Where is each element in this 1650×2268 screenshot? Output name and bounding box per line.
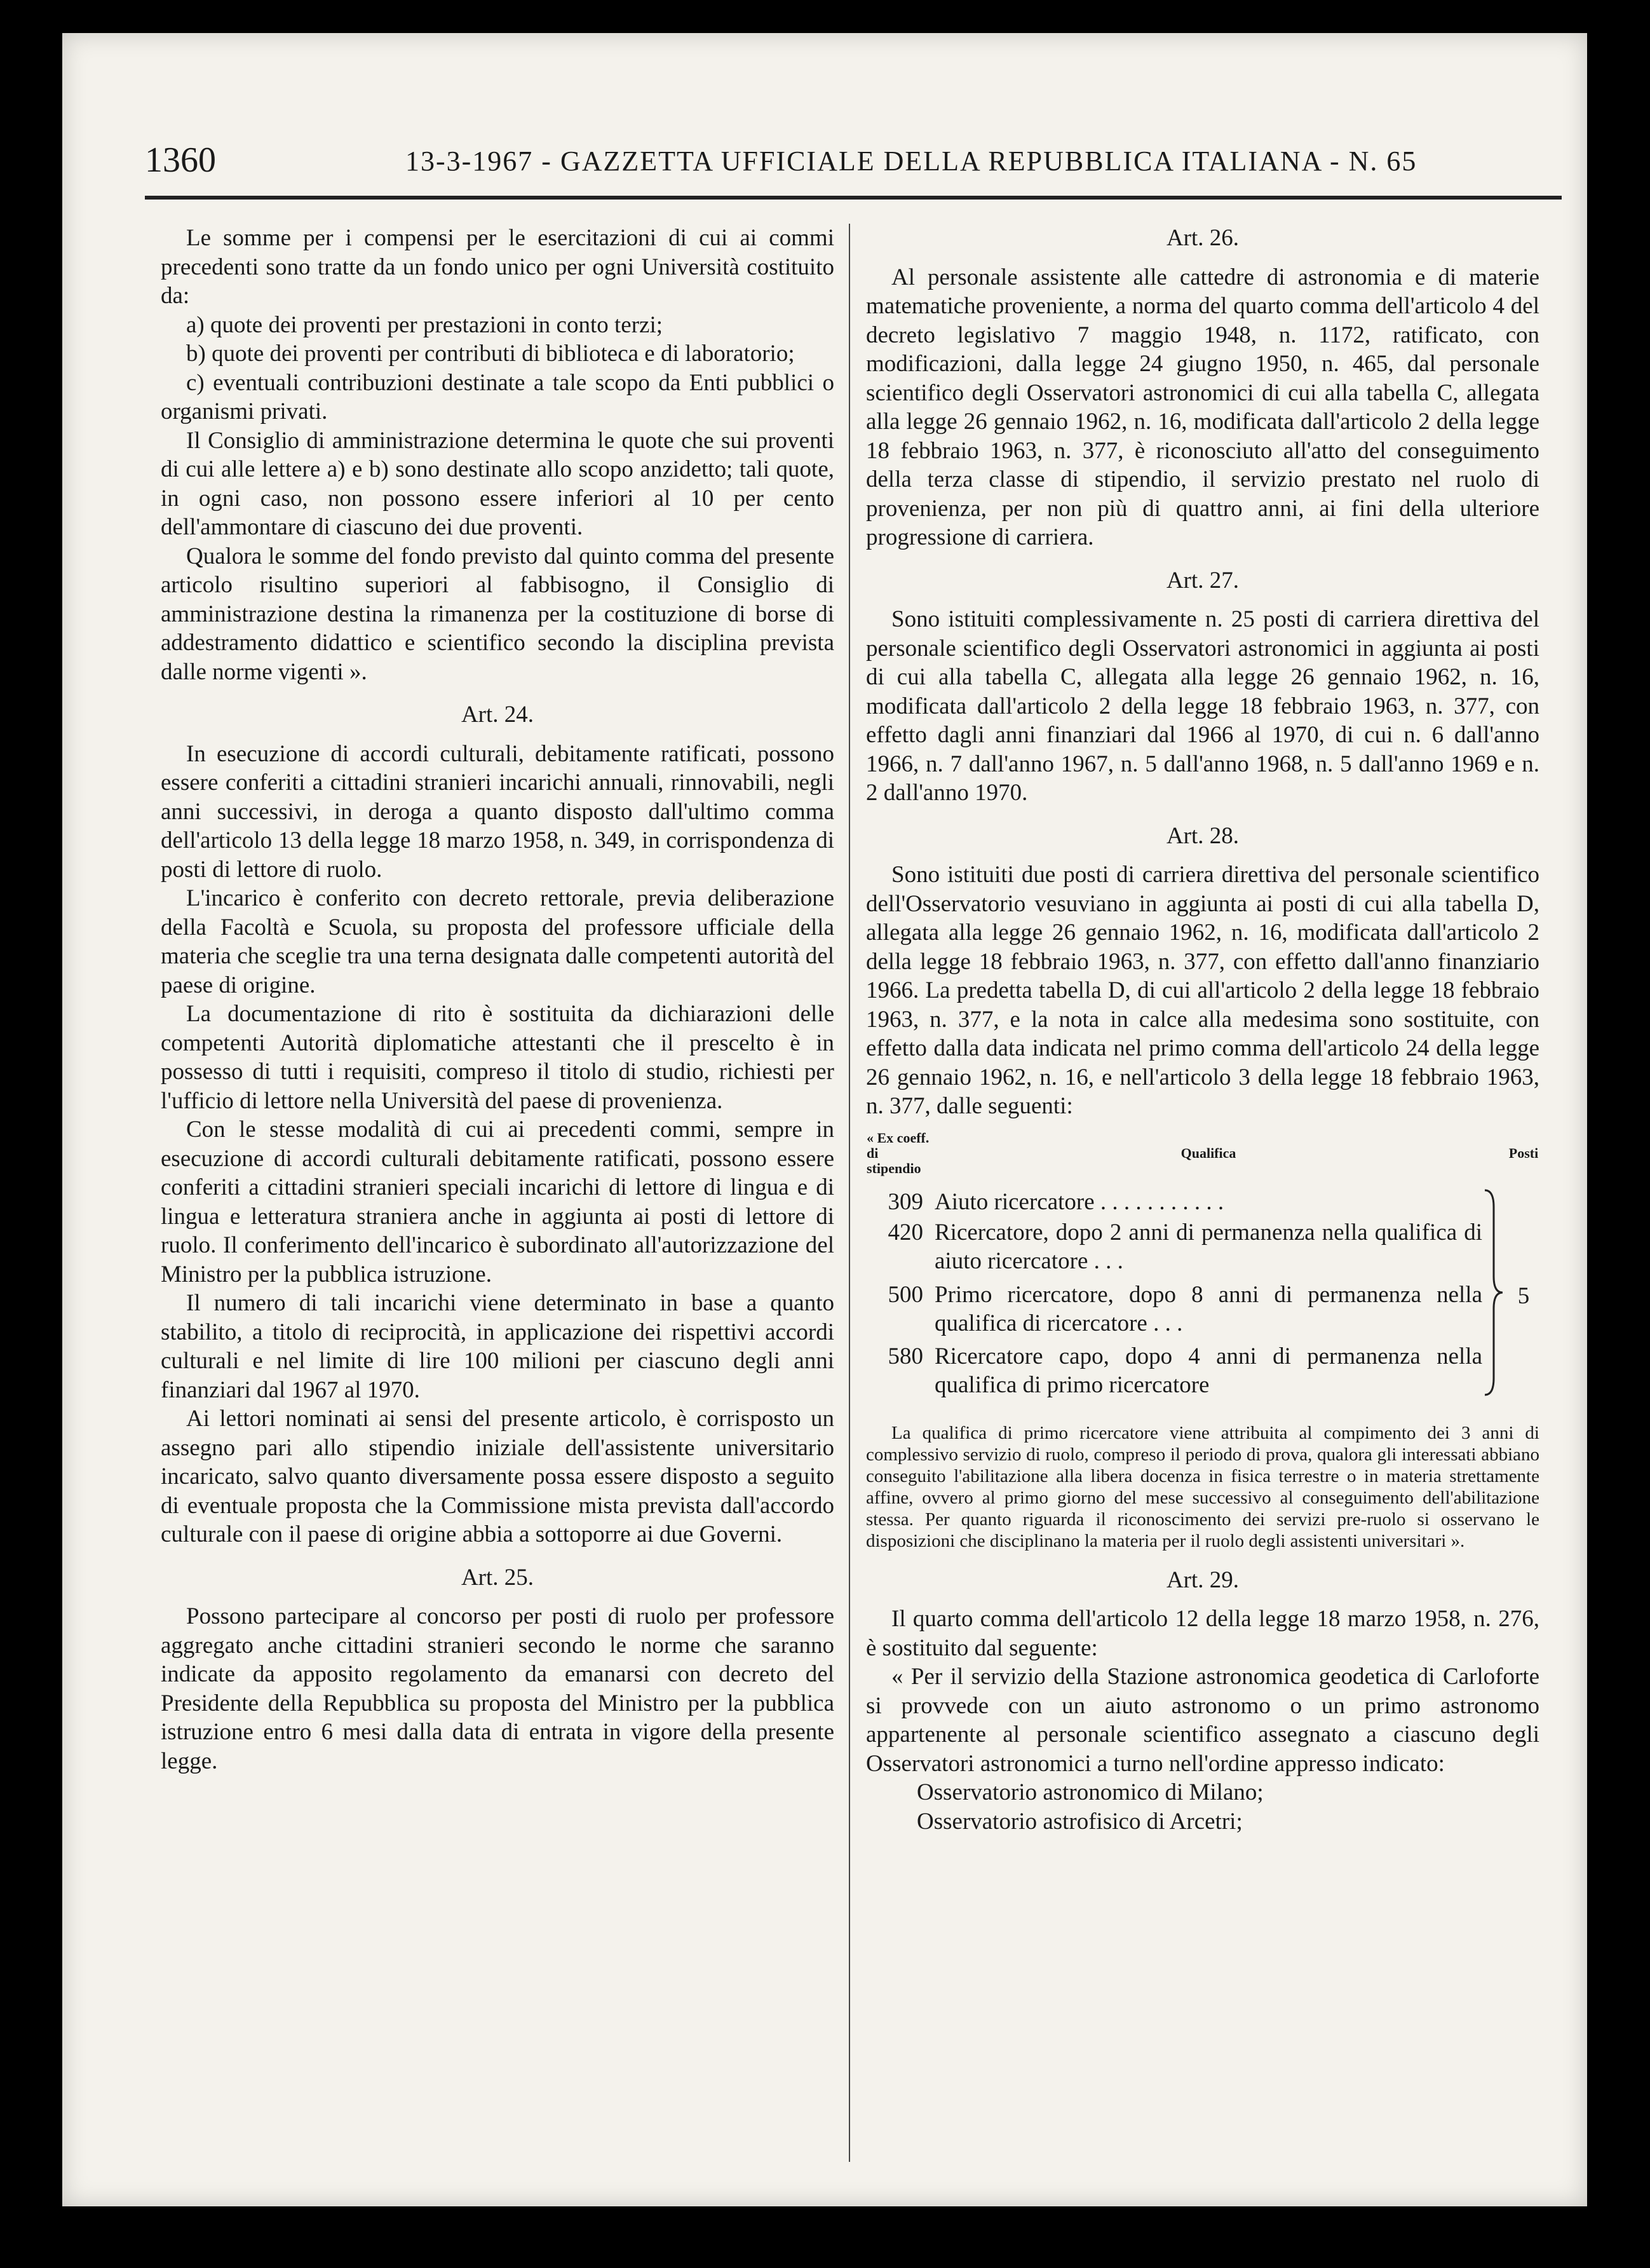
qualifica-cell: Primo ricercatore, dopo 8 anni di permanenza nella qualifica di ricercatore . . .: [935, 1281, 1482, 1336]
table-row: [866, 1218, 1539, 1280]
header-title: 13-3-1967 - GAZZETTA UFFICIALE DELLA REPUBBLICA ITALIANA - N. 65: [405, 146, 1417, 177]
article-heading: Art. 29.: [1166, 1566, 1240, 1593]
table-header-posti: Posti: [1508, 1144, 1539, 1161]
article-heading: Art. 27.: [1166, 567, 1240, 594]
table-header-qualifica: Qualifica: [1180, 1144, 1236, 1161]
paragraph: Il numero di tali incarichi viene determinato in base a quanto stabilito, a titolo di reciprocità, in applicazione dei rispettivi accordi culturali e nel limite di lire 100 milioni per ciascuno degli anni finanziari dal 1967 al 1970.: [161, 1290, 834, 1403]
article-heading: Art. 28.: [1166, 822, 1240, 849]
table-row: [866, 1188, 1539, 1219]
posti-cell: 5: [1517, 1282, 1530, 1309]
paragraph: Ai lettori nominati ai sensi del presente articolo, è corrisposto un assegno pari allo stipendio iniziale dell'assistente universitario incaricato, salvo quanto diversamente possa essere disposto a seguito di eventuale proposta che la Commissione mista prevista dall'accordo culturale con il paese di origine abbia a sottoporre ai due Governi.: [161, 1406, 834, 1547]
coef-cell: 420: [888, 1219, 923, 1246]
paragraph: In esecuzione di accordi culturali, debitamente ratificati, possono essere conferiti a cittadini stranieri incarichi annuali, rinnovabili, negli anni successivi, in deroga a quanto disposto dall'ultimo comma dell'articolo 13 della legge 18 marzo 1958, n. 349, in corrispondenza di posti di lettore di ruolo.: [161, 740, 834, 883]
paragraph: Con le stesse modalità di cui ai precedenti commi, sempre in esecuzione di accordi culturali debitamente ratificati, possono essere conferiti a cittadini stranieri speciali incarichi di lettore di lingua e di lingua e letteratura straniera anche in aggiunta ai posti di lettore di ruolo. Il conferimento dell'incarico è subordinato all'autorizzazione del Ministro per la pubblica istruzione.: [161, 1117, 834, 1287]
article-heading: Art. 26.: [1166, 225, 1240, 251]
brace-icon: [1482, 1188, 1505, 1397]
column-divider: [849, 224, 850, 2162]
paragraph: Sono istituiti due posti di carriera direttiva del personale scientifico dell'Osservatorio vesuviano in aggiunta ai posti di cui alla tabella D, allegata alla legge 26 gennaio 1962, n. 16, modificata dall'articolo 2 della legge 18 febbraio 1963, n. 377, con effetto dall'anno finanziario 1966. La predetta tabella D, di cui all'articolo 2 della legge 18 febbraio 1963, n. 377, e la nota in calce alla medesima sono sostituite, con effetto dalla data indicata nel primo comma dell'articolo 24 della legge 26 gennaio 1962, n. 16, e nell'articolo 3 della legge 18 febbraio 1963, n. 377, dalle seguenti:: [866, 862, 1539, 1119]
table-header-coef: « Ex coeff. di stipendio: [867, 1129, 930, 1176]
list-item: Osservatorio astronomico di Milano;: [917, 1779, 1264, 1805]
brace: [1482, 1188, 1508, 1404]
paragraph: Il Consiglio di amministrazione determina le quote che sui proventi di cui alle lettere a) e b) sono destinate allo scopo anzidetto; tali quote, in ogni caso, non possono essere inferiori al 10 per cento dell'ammontare di ciascuno dei due proventi.: [161, 427, 834, 540]
paragraph: Sono istituiti complessivamente n. 25 posti di carriera direttiva del personale scientifico degli Osservatori astronomici in aggiunta ai posti di cui alla tabella C, allegata alla legge 26 gennaio 1962, n. 16, modificata dall'articolo 2 della legge 18 febbraio 1963, n. 377, con effetto dagli anni finanziari dal 1966 al 1970, di cui n. 6 dall'anno 1966, n. 7 dall'anno 1967, n. 5 dall'anno 1968, n. 5 dall'anno 1969 e n. 2 dall'anno 1970.: [866, 606, 1539, 806]
list-item-a: a) quote dei proventi per prestazioni in conto terzi;: [186, 311, 663, 338]
header-rule: [145, 196, 1562, 200]
paragraph: Al personale assistente alle cattedre di astronomia e di materie matematiche proveniente, a norma del quarto comma dell'articolo 4 del decreto legislativo 7 maggio 1948, n. 1172, ratificato, con modificazioni, dalla legge 24 giugno 1950, n. 465, dal personale scientifico degli Osservatori astronomici di cui alla tabella C, allegata alla legge 26 gennaio 1962, n. 16, modificata dall'articolo 2 della legge 18 febbraio 1963, n. 377, è riconosciuto all'atto del conseguimento della terza classe di stipendio, il servizio prestato nel ruolo di provenienza, per non più di quattro anni, ai fini della ulteriore progressione di carriera.: [866, 264, 1539, 550]
coef-cell: 309: [888, 1188, 923, 1215]
left-column: [161, 224, 834, 1776]
page-number: 1360: [145, 140, 216, 180]
qualifica-cell: Aiuto ricercatore . . . . . . . . . . .: [935, 1188, 1224, 1215]
paragraph: La documentazione di rito è sostituita da dichiarazioni delle competenti Autorità diplomatiche attestanti che il prescelto è in possesso di tutti i requisiti, compreso il titolo di studio, richiesti per l'ufficio di lettore nella Università del paese di provenienza.: [161, 1001, 834, 1114]
qualifica-cell: Ricercatore capo, dopo 4 anni di permanenza nella qualifica di primo ricercatore: [935, 1343, 1482, 1399]
paragraph: L'incarico è conferito con decreto rettorale, previa deliberazione della Facoltà e Scuola, su proposta del professore ufficiale della materia che sceglie tra una terna designata dalle competenti autorità del paese di origine.: [161, 885, 834, 998]
coef-cell: 500: [888, 1281, 923, 1308]
qualifica-cell: Ricercatore, dopo 2 anni di permanenza nella qualifica di aiuto ricercatore . . .: [935, 1219, 1482, 1275]
table-row: [866, 1342, 1539, 1404]
table-row: [866, 1280, 1539, 1342]
article-heading: Art. 25.: [461, 1564, 534, 1591]
table-note: La qualifica di primo ricercatore viene attribuita al compimento dei 3 anni di complessivo servizio di ruolo, compreso il periodo di prova, qualora gli interessati abbiano conseguito l'abilitazione alla libera docenza in fisica terrestre o in materia strettamente affine, ovvero al primo giorno del mese successivo al conseguimento dell'abilitazione stessa. Per quanto riguarda il riconoscimento dei servizi pre-ruolo si osservano le disposizioni che disciplinano la materia per il ruolo degli assistenti universitari ».: [866, 1422, 1539, 1551]
paragraph: Le somme per i compensi per le esercitazioni di cui ai commi precedenti sono tratte da un fondo unico per ogni Università costituito da:: [161, 225, 834, 309]
qualification-table: [866, 1130, 1539, 1404]
right-column: [866, 224, 1539, 1836]
list-item-c: c) eventuali contribuzioni destinate a tale scopo da Enti pubblici o organismi privati.: [161, 369, 834, 424]
paragraph: Il quarto comma dell'articolo 12 della legge 18 marzo 1958, n. 276, è sostituito dal seguente:: [866, 1606, 1539, 1661]
article-heading: Art. 24.: [461, 702, 534, 728]
list-item-b: b) quote dei proventi per contributi di biblioteca e di laboratorio;: [186, 341, 795, 367]
paragraph: « Per il servizio della Stazione astronomica geodetica di Carloforte si provvede con un aiuto astronomo o un primo astronomo appartenente al personale scientifico assegnato a ciascuno degli Osservatori astronomici a turno nell'ordine appresso indicato:: [866, 1664, 1539, 1777]
page-header: [145, 140, 1562, 191]
paragraph: Qualora le somme del fondo previsto dal quinto comma del presente articolo risultino superiori al fabbisogno, il Consiglio di amministrazione destina la rimanenza per la costituzione di borse di addestramento didattico e scientifico secondo la disciplina prevista dalle norme vigenti ».: [161, 543, 834, 685]
list-item: Osservatorio astrofisico di Arcetri;: [917, 1808, 1243, 1835]
gazette-page: [62, 33, 1587, 2206]
coef-cell: 580: [888, 1343, 923, 1370]
paragraph: Possono partecipare al concorso per posti di ruolo per professore aggregato anche cittadini stranieri secondo le norme che saranno indicate da apposito regolamento da emanarsi con decreto del Presidente della Repubblica su proposta del Ministro per la pubblica istruzione entro 6 mesi dalla data di entrata in vigore della presente legge.: [161, 1603, 834, 1774]
